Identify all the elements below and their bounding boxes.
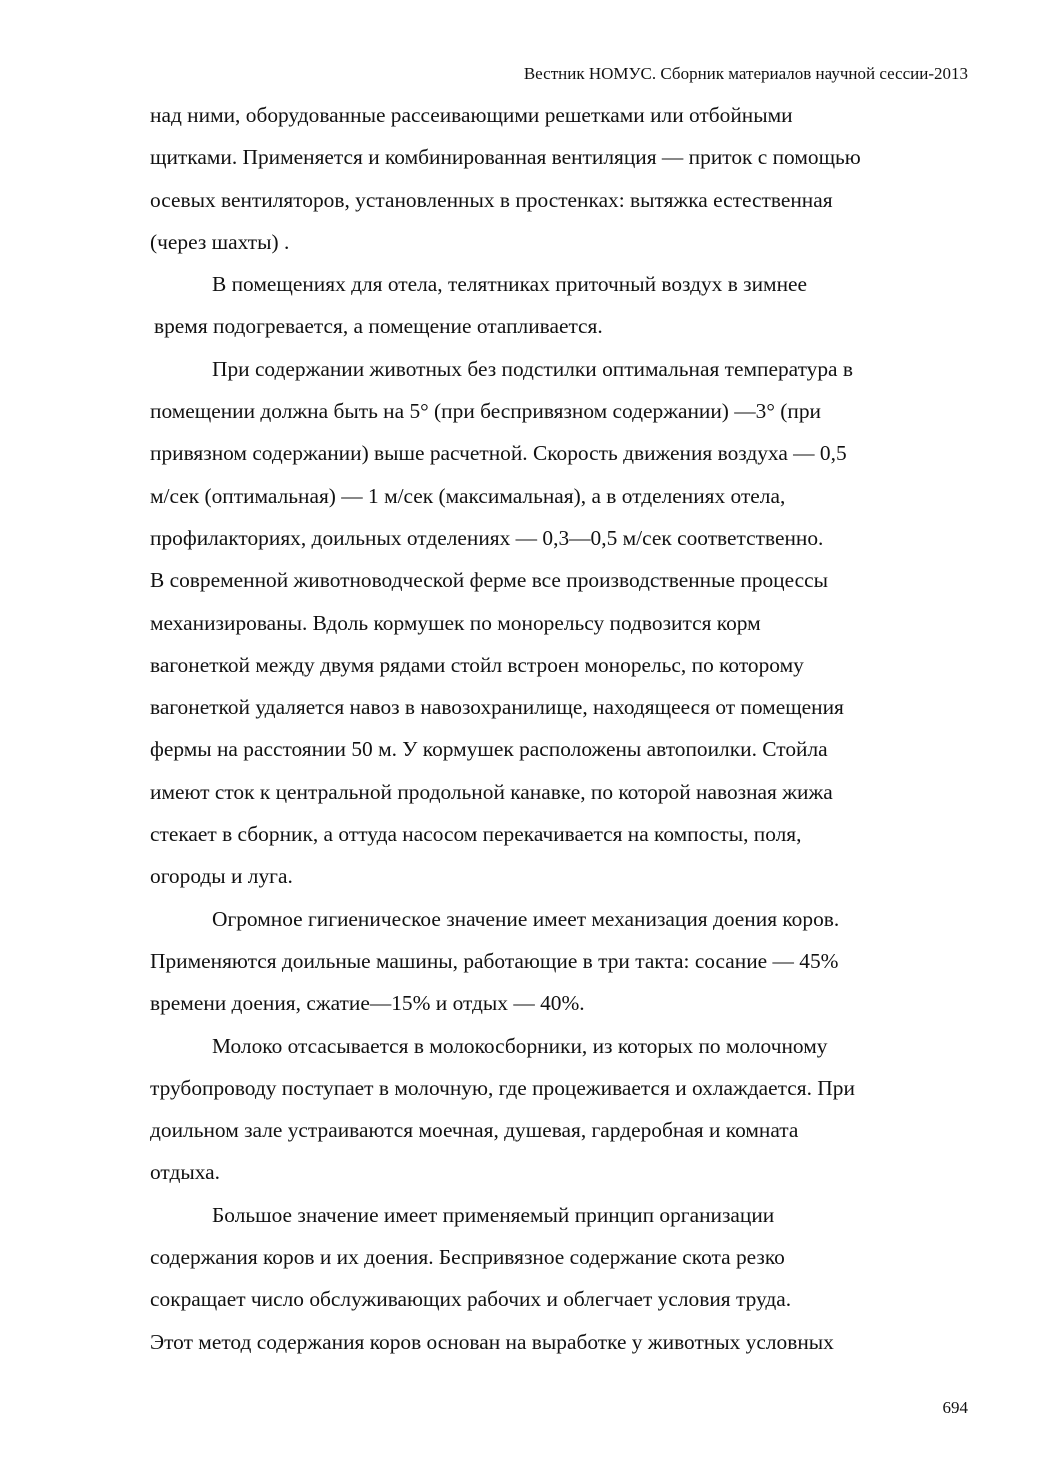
text-line: отдыха. <box>150 1160 220 1185</box>
text-line: доильном зале устраиваются моечная, душевая, гардеробная и комната <box>150 1118 799 1143</box>
text-line: вагонеткой удаляется навоз в навозохранилище, находящееся от помещения <box>150 695 844 720</box>
text-line: содержания коров и их доения. Беспривязное содержание скота резко <box>150 1245 785 1270</box>
text-line: Большое значение имеет применяемый принцип организации <box>212 1202 775 1227</box>
text-line: имеют сток к центральной продольной канавке, по которой навозная жижа <box>150 779 833 804</box>
text-line: Молоко отсасывается в молокосборники, из которых по молочному <box>212 1033 828 1058</box>
text-line: В помещениях для отела, телятниках приточный воздух в зимнее <box>212 272 808 297</box>
text-line: В современной животноводческой ферме все производственные процессы <box>150 568 829 593</box>
text-line: щитками. Применяется и комбинированная вентиляция — приток с помощью <box>150 145 861 170</box>
text-line: трубопроводу поступает в молочную, где процеживается и охлаждается. При <box>150 1075 855 1100</box>
text-line: Применяются доильные машины, работающие в три такта: сосание — 45% <box>150 948 839 973</box>
text-line: Огромное гигиеническое значение имеет механизация доения коров. <box>212 906 840 931</box>
text-line: над ними, оборудованные рассеивающими решетками или отбойными <box>150 103 793 127</box>
text-line: привязном содержании) выше расчетной. Скорость движения воздуха — 0,5 <box>150 441 847 466</box>
text-line: При содержании животных без подстилки оптимальная температура в <box>212 356 853 381</box>
text-line: фермы на расстоянии 50 м. У кормушек расположены автопоилки. Стойла <box>150 737 828 762</box>
text-line: Этот метод содержания коров основан на выработке у животных условных <box>150 1329 834 1354</box>
text-line: м/сек (оптимальная) — 1 м/сек (максимальная), а в отделениях отела, <box>150 483 786 508</box>
page-number: 694 <box>942 1398 968 1417</box>
text-line: времени доения, сжатие—15% и отдых — 40%. <box>150 991 585 1016</box>
text-line: огороды и луга. <box>150 864 293 889</box>
text-line: осевых вентиляторов, установленных в простенках: вытяжка естественная <box>150 187 833 212</box>
text-line: вагонеткой между двумя рядами стойл встроен монорельс, по которому <box>150 652 804 677</box>
text-line: (через шахты) . <box>150 229 290 254</box>
text-line: помещении должна быть на 5° (при беспривязном содержании) —3° (при <box>150 399 821 424</box>
text-line: сокращает число обслуживающих рабочих и облегчает условия труда. <box>150 1287 792 1312</box>
text-line: стекает в сборник, а оттуда насосом перекачивается на компосты, поля, <box>150 822 802 847</box>
running-header: Вестник НОМУС. Сборник материалов научной сессии-2013 <box>523 64 968 83</box>
body-text <box>150 94 980 1363</box>
text-line: время подогревается, а помещение отапливается. <box>154 314 603 339</box>
text-line: профилакториях, доильных отделениях — 0,3—0,5 м/сек соответственно. <box>150 525 824 550</box>
text-line: механизированы. Вдоль кормушек по монорельсу подвозится корм <box>150 610 761 635</box>
